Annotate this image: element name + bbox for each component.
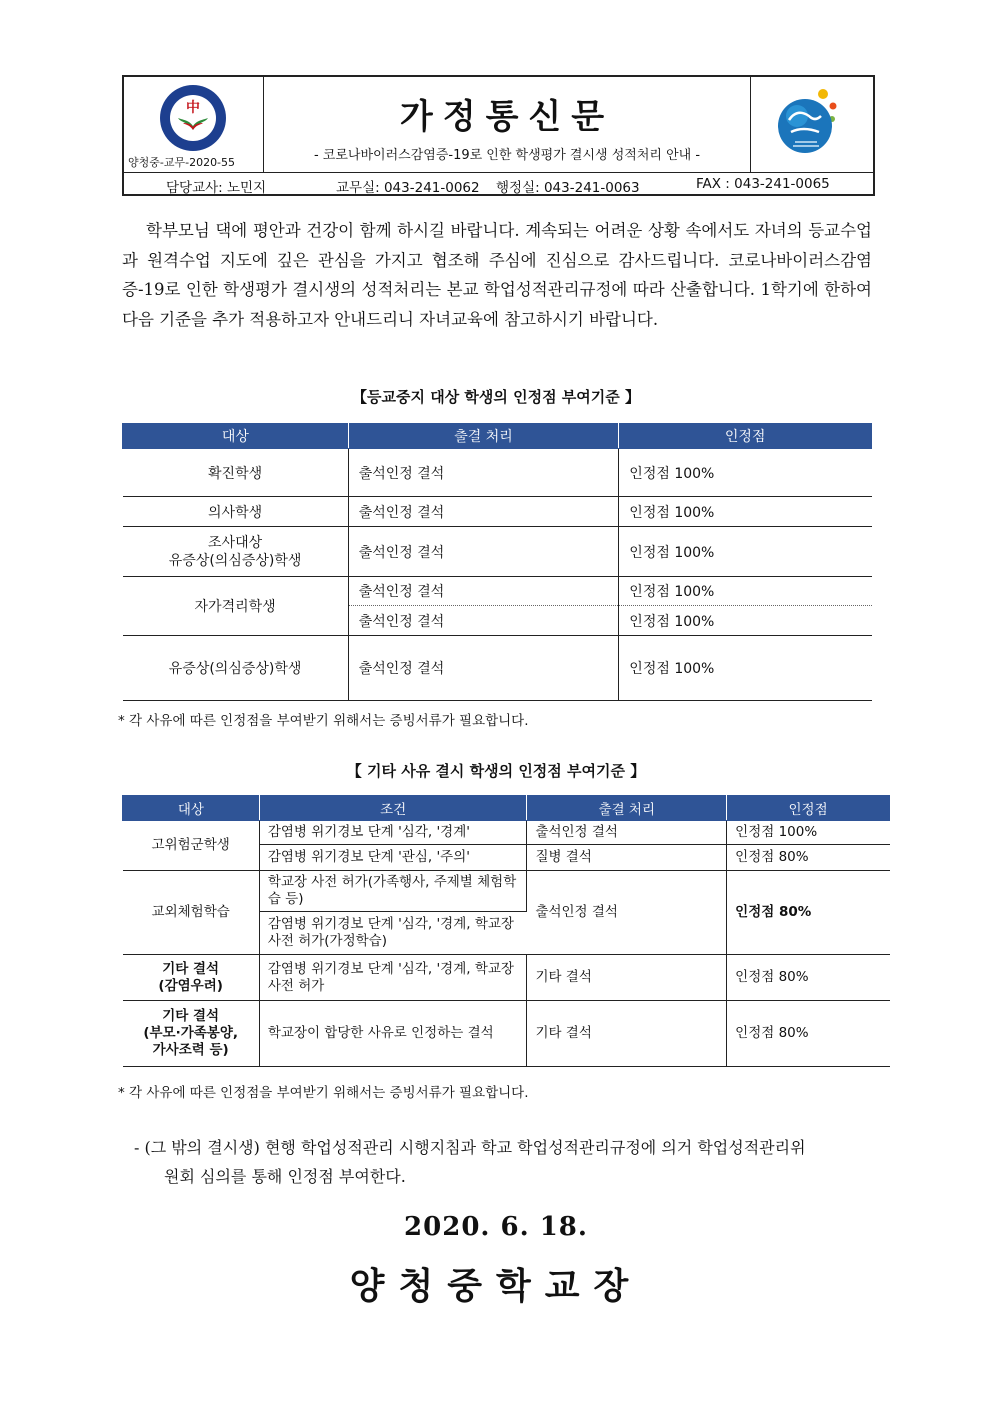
table-row: [123, 577, 872, 606]
admin-phone: 행정실: 043-241-0063: [496, 180, 640, 196]
row-score: 인정점 100%: [619, 497, 872, 527]
row-target-line: 기타 결석: [162, 1008, 220, 1024]
row-attendance: 출석인정 결석: [348, 497, 619, 527]
row-attendance: 출석인정 결석: [348, 527, 619, 577]
row-attendance: 기타 결석: [527, 955, 727, 1001]
row-score: 인정점 100%: [727, 821, 890, 845]
page-title: 가정통신문: [399, 97, 615, 137]
row-attendance: 출석인정 결석: [348, 449, 619, 497]
section1-title: 【등교중지 대상 학생의 인정점 부여기준 】: [352, 388, 640, 406]
section2-note: * 각 사유에 따른 인정점을 부여받기 위해서는 증빙서류가 필요합니다.: [118, 1085, 529, 1101]
row-attendance: 출석인정 결석: [527, 821, 727, 845]
school-logo-cell: [124, 77, 264, 172]
table-row: [123, 449, 872, 497]
row-attendance: 출석인정 결석: [527, 871, 727, 955]
row-target-line: (부모·가족봉양,: [143, 1025, 238, 1041]
seal-mark: 中: [186, 100, 200, 116]
row-target-line: 조사대상: [208, 534, 263, 551]
row-target: [123, 1001, 260, 1067]
document-code: 양청중-교무-2020-55: [128, 156, 236, 169]
table-row: [123, 821, 890, 845]
row-target-line: (감염우려): [158, 977, 223, 994]
col-header-score: 인정점: [619, 424, 872, 449]
row-score: 인정점 100%: [619, 449, 872, 497]
row-target: 유증상(의심증상)학생: [123, 636, 349, 701]
contact-info-row: [124, 172, 873, 196]
row-target: [123, 527, 349, 577]
row-attendance: 출석인정 결석: [348, 606, 619, 636]
table-row: [123, 527, 872, 577]
table-row: [123, 636, 872, 701]
table-header-row: [123, 424, 872, 449]
attendance-suspension-table: [122, 423, 872, 701]
col-header-target: 대상: [123, 424, 349, 449]
integrity-emblem-icon: [775, 86, 839, 160]
row-target-line: 기타 결석: [162, 960, 220, 977]
row-score: 인정점 80%: [727, 845, 890, 871]
issue-date: 2020. 6. 18.: [404, 1212, 588, 1242]
teacher-name: 담당교사: 노민지: [166, 180, 267, 196]
row-attendance: 출석인정 결석: [348, 636, 619, 701]
col-header-target: 대상: [123, 796, 260, 821]
header-title-area: [264, 77, 750, 172]
row-attendance: 질병 결석: [527, 845, 727, 871]
row-score: 인정점 100%: [619, 606, 872, 636]
row-target: 고위험군학생: [123, 821, 260, 871]
page-subtitle: - 코로나바이러스감염증-19로 인한 학생평가 결시생 성적처리 안내 -: [313, 148, 701, 163]
row-condition: 감염병 위기경보 단계 '심각, '경계, 학교장 사전 허가: [259, 955, 527, 1001]
section2-title: 【 기타 사유 결시 학생의 인정점 부여기준 】: [346, 762, 646, 780]
office-phone: 교무실: 043-241-0062: [336, 180, 480, 196]
intro-paragraph: [122, 216, 872, 334]
row-score: 인정점 100%: [619, 636, 872, 701]
col-header-attendance: 출결 처리: [348, 424, 619, 449]
table-row: [123, 955, 890, 1001]
row-score: 인정점 80%: [727, 955, 890, 1001]
row-target: 확진학생: [123, 449, 349, 497]
other-absence-table: [122, 795, 890, 1067]
section1-note: * 각 사유에 따른 인정점을 부여받기 위해서는 증빙서류가 필요합니다.: [118, 713, 529, 729]
remark-line: - (그 밖의 결시생) 현행 학업성적관리 시행지침과 학교 학업성적관리규정에 의거 학업성적관리위: [134, 1138, 806, 1157]
remark-paragraph: [134, 1133, 874, 1191]
row-score: 인정점 100%: [619, 577, 872, 606]
col-header-condition: 조건: [259, 796, 527, 821]
intro-text: 학부모님 댁에 평안과 건강이 함께 하시길 바랍니다. 계속되는 어려운 상황 속에서도 자녀의 등교수업과 원격수업 지도에 깊은 관심을 가지고 협조해 주심에 진심으로 감사드립니다. 코로나바이러스감염증-19로 인한 학생평가 결시생의 성적처리는 본교 학업성적관리규정에 따라 산출합니다. 1학기에 한하여 다음 기준을 추가 적용하고자 안내드리니 자녀교육에 참고하시기 바랍니다.: [122, 221, 872, 329]
row-score: 인정점 80%: [727, 871, 890, 955]
row-condition: 학교장이 합당한 사유로 인정하는 결석: [259, 1001, 527, 1067]
fax-number: FAX : 043-241-0065: [696, 176, 830, 192]
remark-line: 원회 심의를 통해 인정점 부여한다.: [164, 1167, 406, 1186]
row-target: 교외체험학습: [123, 871, 260, 955]
row-condition: 감염병 위기경보 단계 '심각, '경계, 학교장 사전 허가(가정학습): [259, 912, 527, 955]
row-attendance: 기타 결석: [527, 1001, 727, 1067]
school-seal-logo: [160, 85, 226, 151]
row-target: 의사학생: [123, 497, 349, 527]
table-row: [123, 497, 872, 527]
row-target-line: 유증상(의심증상)학생: [168, 552, 302, 569]
row-condition: 감염병 위기경보 단계 '심각, '경계': [259, 821, 527, 845]
emblem-cell: [750, 77, 873, 172]
row-target: [123, 955, 260, 1001]
row-condition: 학교장 사전 허가(가족행사, 주제별 체험학습 등): [259, 871, 527, 912]
col-header-score: 인정점: [727, 796, 890, 821]
principal-signature: 양청중학교장: [349, 1265, 643, 1307]
row-condition: 감염병 위기경보 단계 '관심, '주의': [259, 845, 527, 871]
table-row: [123, 1001, 890, 1067]
row-target: 자가격리학생: [123, 577, 349, 636]
row-score: 인정점 80%: [727, 1001, 890, 1067]
table-row: [123, 871, 890, 912]
letter-header: [122, 75, 875, 196]
seal-wing-icon: [177, 117, 209, 131]
row-score: 인정점 100%: [619, 527, 872, 577]
col-header-attendance: 출결 처리: [527, 796, 727, 821]
row-target-line: 가사조력 등): [152, 1042, 229, 1058]
row-attendance: 출석인정 결석: [348, 577, 619, 606]
table-header-row: [123, 796, 890, 821]
